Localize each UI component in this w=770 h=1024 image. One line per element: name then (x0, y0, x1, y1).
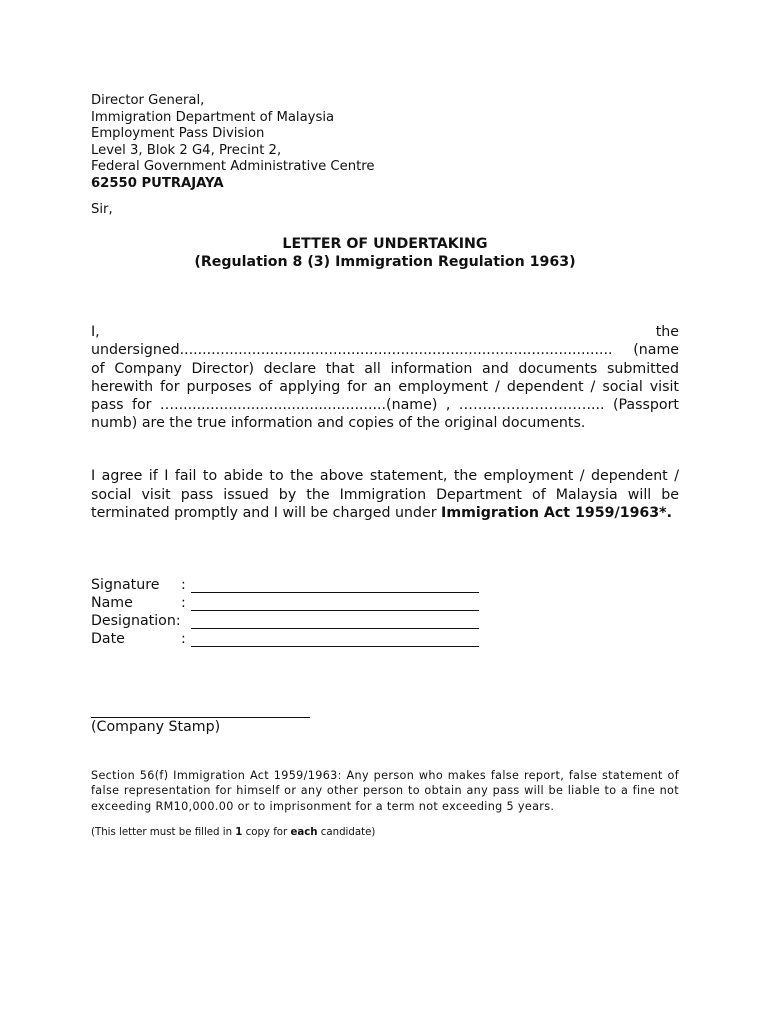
address-postcode: 62550 PUTRAJAYA (91, 175, 224, 191)
footer-text: candidate) (317, 827, 376, 839)
footer-text: copy for (242, 827, 291, 839)
agreement-paragraph (91, 467, 679, 522)
address-line: Level 3, Blok 2 G4, Precint 2, (91, 142, 282, 158)
date-field[interactable] (191, 632, 479, 647)
letter-page (91, 93, 679, 840)
agreement-text: I agree if I fail to abide to the above statement, the employment / dependent / social visit pass issued by the Immigration Department of Malaysia will be terminated promptly and I will be charged under (91, 468, 679, 521)
signature-field[interactable] (191, 578, 479, 593)
agreement-act: Immigration Act 1959/1963*. (441, 504, 672, 521)
colon: : (181, 576, 186, 593)
signature-row (91, 576, 679, 594)
salutation: Sir, (91, 201, 113, 217)
title-sub: (Regulation 8 (3) Immigration Regulation 1963) (194, 254, 576, 271)
colon: : (181, 594, 186, 611)
signature-block (91, 576, 679, 648)
name-field[interactable] (191, 596, 479, 611)
declaration-paragraph (91, 323, 679, 432)
recipient-address (91, 93, 679, 193)
designation-label: Designation: (91, 612, 181, 629)
declaration-i: I, (91, 324, 100, 341)
signature-label: Signature (91, 576, 160, 593)
address-line: Director General, (91, 93, 205, 108)
designation-field[interactable] (191, 614, 479, 629)
name-row (91, 594, 679, 612)
name-label: Name (91, 594, 133, 611)
footer-each: each (290, 827, 318, 839)
date-row (91, 630, 679, 648)
footer-instruction (91, 826, 679, 840)
address-line: Federal Government Administrative Centre (91, 159, 375, 175)
letter-title (91, 235, 679, 271)
date-label: Date (91, 630, 125, 647)
footer-count: 1 (235, 827, 243, 839)
colon: : (181, 630, 186, 647)
address-line: Immigration Department of Malaysia (91, 109, 335, 125)
legal-note: Section 56(f) Immigration Act 1959/1963: Any person who makes false report, false statement of false representation for himself or any other person to obtain any pass will be liable to a fine not exceeding RM10,000.00 or to imprisonment for a term not exceeding 5 years. (91, 768, 679, 813)
stamp-field[interactable] (91, 705, 310, 718)
declaration-the: the (655, 324, 679, 341)
company-stamp-block (91, 705, 679, 736)
address-line: Employment Pass Division (91, 126, 265, 142)
declaration-text: undersigned................................................................................................ (name of Company Director) declare that all information and documents submitted herewith for purposes of applying for an employment / dependent / social visit pass for …...............................................(name) , ……………………….... (Passport numb) are the true information and copies of the original documents. (91, 342, 679, 432)
stamp-label: (Company Stamp) (91, 718, 221, 735)
designation-row (91, 612, 679, 630)
footer-text: (This letter must be filled in (91, 827, 236, 839)
title-main: LETTER OF UNDERTAKING (282, 236, 488, 253)
